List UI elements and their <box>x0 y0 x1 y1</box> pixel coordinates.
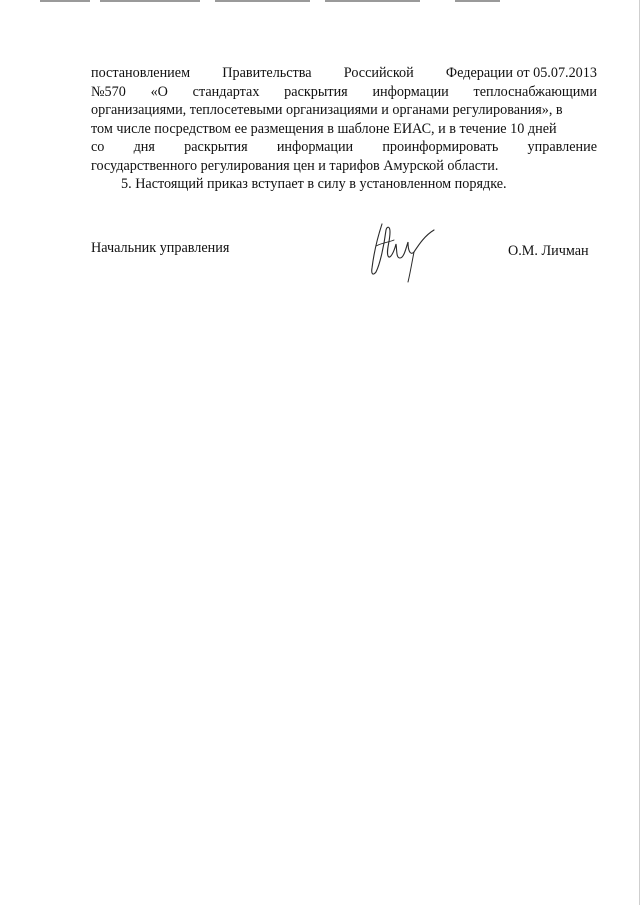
word: Правительства <box>222 65 312 81</box>
word: раскрытия <box>284 83 348 100</box>
document-body <box>91 64 597 194</box>
word: дня <box>133 139 155 155</box>
word: информации <box>276 139 354 155</box>
paragraph-5: 5. Настоящий приказ вступает в силу в установленном порядке. <box>121 176 507 192</box>
paragraph-4-line-2 <box>91 83 597 102</box>
word: информации <box>372 83 449 100</box>
word: проинформировать <box>382 139 499 155</box>
paragraph-4-line-4: том числе посредством ее размещения в шаблоне ЕИАС, и в течение 10 дней <box>91 120 557 137</box>
word: управление <box>527 139 597 155</box>
word: постановлением <box>91 65 191 81</box>
signer-name: О.М. Личман <box>508 243 589 259</box>
paragraph-4-line-3: организациями, теплосетевыми организациями и органами регулирования», в <box>91 102 563 118</box>
word: со <box>91 139 105 155</box>
handwritten-signature <box>364 216 454 286</box>
scan-top-edge <box>0 0 640 8</box>
paragraph-4-line-6: государственного регулирования цен и тарифов Амурской области. <box>91 157 499 174</box>
word: Российской <box>343 65 414 81</box>
word: №570 <box>91 83 126 100</box>
word: стандартах <box>192 83 260 100</box>
word: теплоснабжающими <box>473 83 597 100</box>
signer-position-title: Начальник управления <box>91 240 230 256</box>
word: раскрытия <box>184 139 248 155</box>
word: Федерации от 05.07.2013 <box>445 65 597 81</box>
paragraph-4-line-5 <box>91 138 597 157</box>
word: «О <box>150 83 168 100</box>
paragraph-4-line-1 <box>91 64 597 83</box>
